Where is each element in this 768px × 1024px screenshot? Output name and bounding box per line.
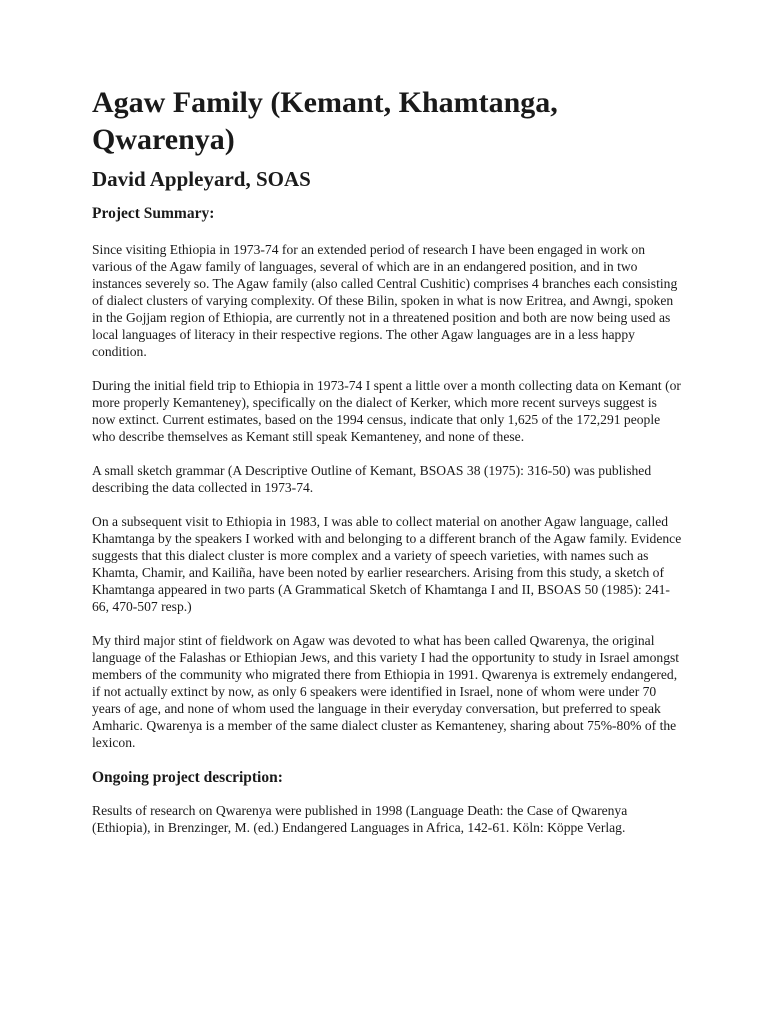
summary-heading: Project Summary: — [92, 205, 215, 222]
summary-paragraph: Since visiting Ethiopia in 1973-74 for an extended period of research I have been engaged in work on various of the Agaw family of languages, several of which are in an endangered position, and in two instances severely so. The Agaw family (also called Central Cushitic) comprises 4 branches each consisting of dialect clusters of varying complexity. Of these Bilin, spoken in what is now Eritrea, and Awngi, spoken in the Gojjam region of Ethiopia, are currently not in a threatened position and both are now being used as local languages of literacy in their respective regions. The other Agaw languages are in a less happy condition. — [92, 242, 678, 359]
document-page — [92, 84, 682, 853]
summary-paragraph: During the initial field trip to Ethiopia in 1973-74 I spent a little over a month collecting data on Kemant (or more properly Kemanteney), specifically on the dialect of Kerker, which more recent surveys suggest is now extinct. Current estimates, based on the 1994 census, indicate that only 1,625 of the 172,291 people who describe themselves as Kemant still speak Kemanteney, and none of these. — [92, 378, 681, 444]
summary-paragraph: My third major stint of fieldwork on Agaw was devoted to what has been called Qwarenya, the original language of the Falashas or Ethiopian Jews, and this variety I had the opportunity to study in Israel amongst members of the community who migrated there from Ethiopia in 1991. Qwarenya is extremely endangered, if not actually extinct by now, as only 6 speakers were identified in Israel, none of whom were under 70 years of age, and none of whom used the language in their everyday conversation, but preferred to speak Amharic. Qwarenya is a member of the same dialect cluster as Kemanteney, sharing about 75%-80% of the lexicon. — [92, 633, 680, 750]
document-title: Agaw Family (Kemant, Khamtanga, Qwarenya) — [92, 86, 558, 156]
ongoing-heading: Ongoing project description: — [92, 769, 283, 786]
summary-paragraph: On a subsequent visit to Ethiopia in 1983, I was able to collect material on another Agaw language, called Khamtanga by the speakers I worked with and belonging to a different branch of the Agaw family. Evidence suggests that this dialect cluster is more complex and a variety of speech varieties, with names such as Khamta, Chamir, and Kailiña, have been noted by earlier researchers. Arising from this study, a sketch of Khamtanga appeared in two parts (A Grammatical Sketch of Khamtanga I and II, BSOAS 50 (1985): 241-66, 470-507 resp.) — [92, 514, 682, 614]
ongoing-paragraph: Results of research on Qwarenya were published in 1998 (Language Death: the Case of Qwarenya (Ethiopia), in Brenzinger, M. (ed.) Endangered Languages in Africa, 142-61. Köln: Köppe Verlag. — [92, 803, 628, 835]
summary-paragraph: A small sketch grammar (A Descriptive Outline of Kemant, BSOAS 38 (1975): 316-50) was published describing the data collected in 1973-74. — [92, 463, 652, 495]
document-author: David Appleyard, SOAS — [92, 167, 311, 191]
